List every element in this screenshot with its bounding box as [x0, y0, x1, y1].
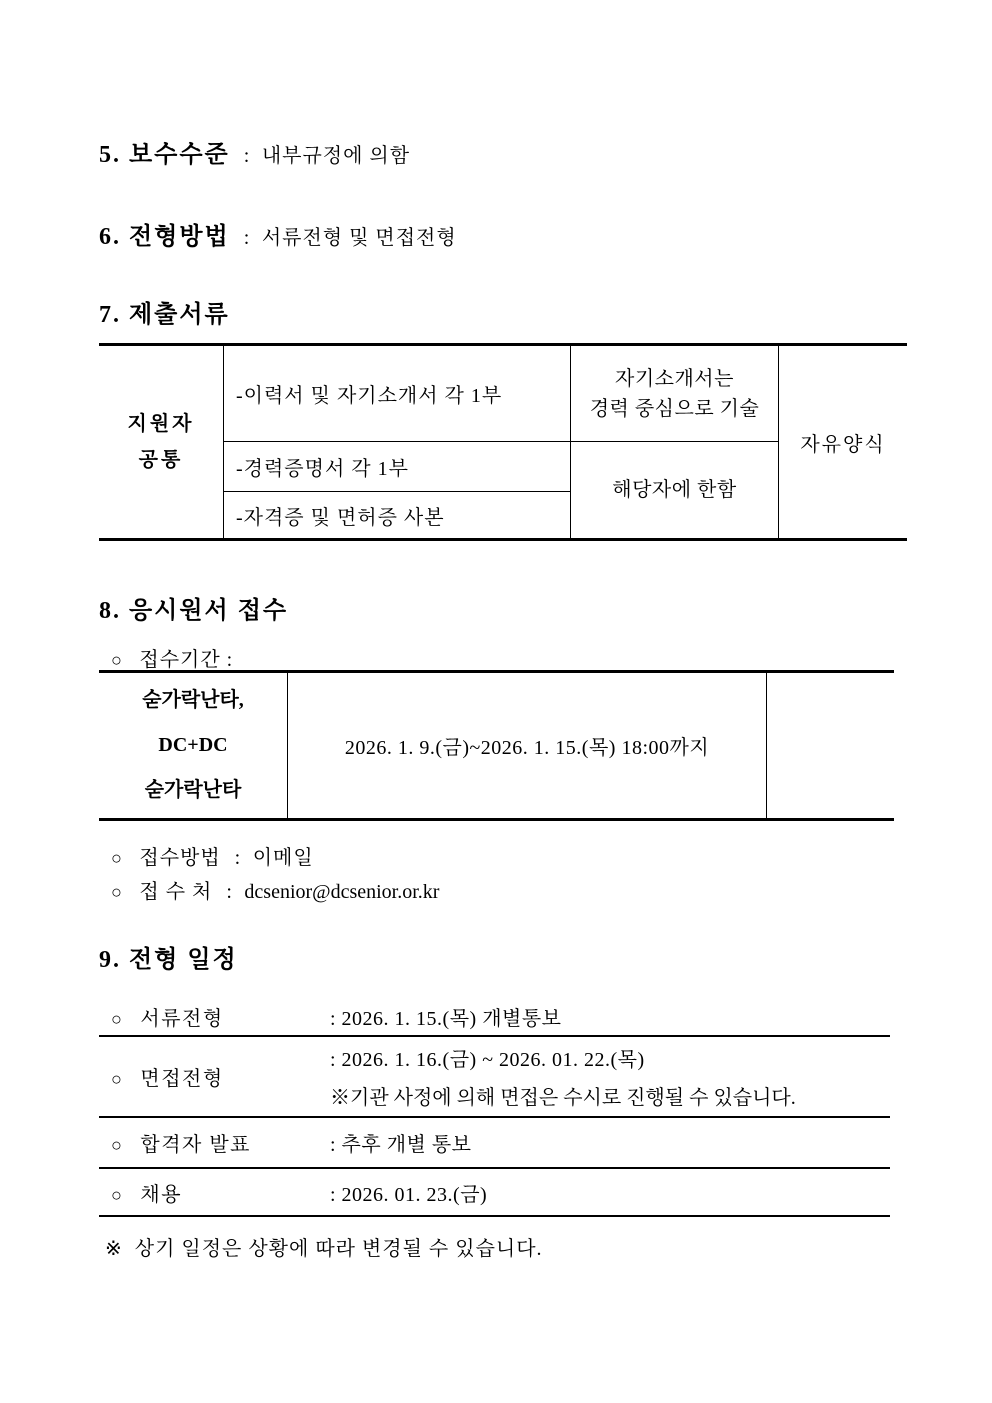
circle-bullet-icon: ○ — [111, 848, 123, 868]
section-salary-colon: : — [243, 145, 250, 167]
note-line1: 자기소개서는 — [615, 367, 734, 390]
reception-method-colon: : — [234, 847, 241, 869]
document-item-cell: -자격증 및 면허증 사본 — [224, 492, 571, 540]
schedule-label — [99, 1002, 330, 1031]
schedule-label — [99, 1062, 330, 1091]
reception-method-row — [99, 841, 892, 871]
schedule-value: : 2026. 01. 23.(금) — [330, 1183, 488, 1206]
schedule-label-text: 서류전형 — [140, 1008, 224, 1030]
schedule-label — [99, 1128, 330, 1157]
circle-bullet-icon: ○ — [111, 882, 123, 902]
section-documents-heading: 7. 제출서류 — [99, 302, 230, 328]
reception-period-label: 접수기간 : — [139, 649, 234, 671]
schedule-value: : 추후 개별 통보 — [330, 1134, 472, 1156]
format-cell: 자유양식 — [800, 433, 886, 456]
reference-mark-icon: ※ — [105, 1238, 123, 1260]
section-salary-heading: 5. 보수수준 — [99, 142, 230, 168]
submission-documents-table — [99, 343, 907, 541]
circle-bullet-icon: ○ — [111, 1009, 124, 1029]
reception-period-cell: 2026. 1. 9.(금)~2026. 1. 15.(목) 18:00까지 — [288, 672, 767, 820]
schedule-label-text: 합격자 발표 — [140, 1134, 251, 1156]
section-selection-method-heading: 6. 전형방법 — [99, 224, 230, 250]
organization-line1: 숟가락난타, — [142, 689, 244, 711]
circle-bullet-icon: ○ — [111, 650, 123, 670]
circle-bullet-icon: ○ — [111, 1135, 124, 1155]
reception-period-label-row — [99, 643, 892, 670]
note-line2: 경력 중심으로 기술 — [589, 397, 760, 420]
schedule-row-interview — [99, 1037, 890, 1118]
circle-bullet-icon: ○ — [111, 1184, 124, 1205]
schedule-value — [330, 1037, 890, 1116]
section-selection-method-colon: : — [243, 227, 250, 249]
schedule-row-result-announcement — [99, 1118, 890, 1169]
reception-period-table — [99, 670, 894, 821]
schedule-label-text: 채용 — [140, 1183, 183, 1206]
organization-line3: 숟가락난타 — [144, 779, 242, 801]
circle-bullet-icon: ○ — [111, 1069, 124, 1089]
document-item-cell: -경력증명서 각 1부 — [224, 442, 571, 492]
reception-method-label: 접수방법 — [139, 847, 221, 869]
section-application-heading: 8. 응시원서 접수 — [99, 598, 289, 624]
applicant-group-cell — [99, 345, 224, 540]
section-salary-value: 내부규정에 의함 — [261, 145, 411, 167]
reception-address-row — [99, 875, 892, 905]
section-selection-method-value: 서류전형 및 면접전형 — [261, 227, 457, 249]
applicant-group-line2: 공통 — [138, 449, 184, 471]
reception-address-label: 접 수 처 — [139, 881, 213, 903]
schedule-value-text: : 2026. 1. 16.(금) ~ 2026. 01. 22.(목) — [330, 1049, 645, 1071]
section-salary — [99, 139, 892, 171]
reception-address-colon: : — [226, 881, 233, 903]
schedule-footnote-text: 상기 일정은 상황에 따라 변경될 수 있습니다. — [134, 1238, 543, 1260]
section-selection-method — [99, 221, 892, 253]
document-item-cell: -이력서 및 자기소개서 각 1부 — [224, 345, 571, 442]
schedule-label — [99, 1178, 330, 1207]
reception-method-value: 이메일 — [252, 847, 314, 869]
document-note-cell — [571, 345, 779, 442]
document-note-cell: 해당자에 한함 — [571, 442, 779, 540]
reception-email-address: dcsenior@dcsenior.or.kr — [244, 881, 440, 903]
schedule-value: : 2026. 1. 15.(목) 개별통보 — [330, 1008, 562, 1030]
empty-cell — [767, 672, 895, 820]
section-schedule-heading: 9. 전형 일정 — [99, 947, 238, 973]
applicant-group-line1: 지원자 — [127, 413, 195, 435]
schedule-label-text: 면접전형 — [140, 1068, 224, 1090]
schedule-note: ※기관 사정에 의해 면접은 수시로 진행될 수 있습니다. — [330, 1087, 796, 1109]
schedule-row-hiring — [99, 1169, 890, 1217]
schedule-table — [99, 998, 890, 1217]
organization-cell — [99, 672, 288, 820]
schedule-row-document-screening — [99, 998, 890, 1037]
organization-line2: DC+DC — [158, 734, 228, 756]
schedule-footnote — [99, 1232, 892, 1261]
